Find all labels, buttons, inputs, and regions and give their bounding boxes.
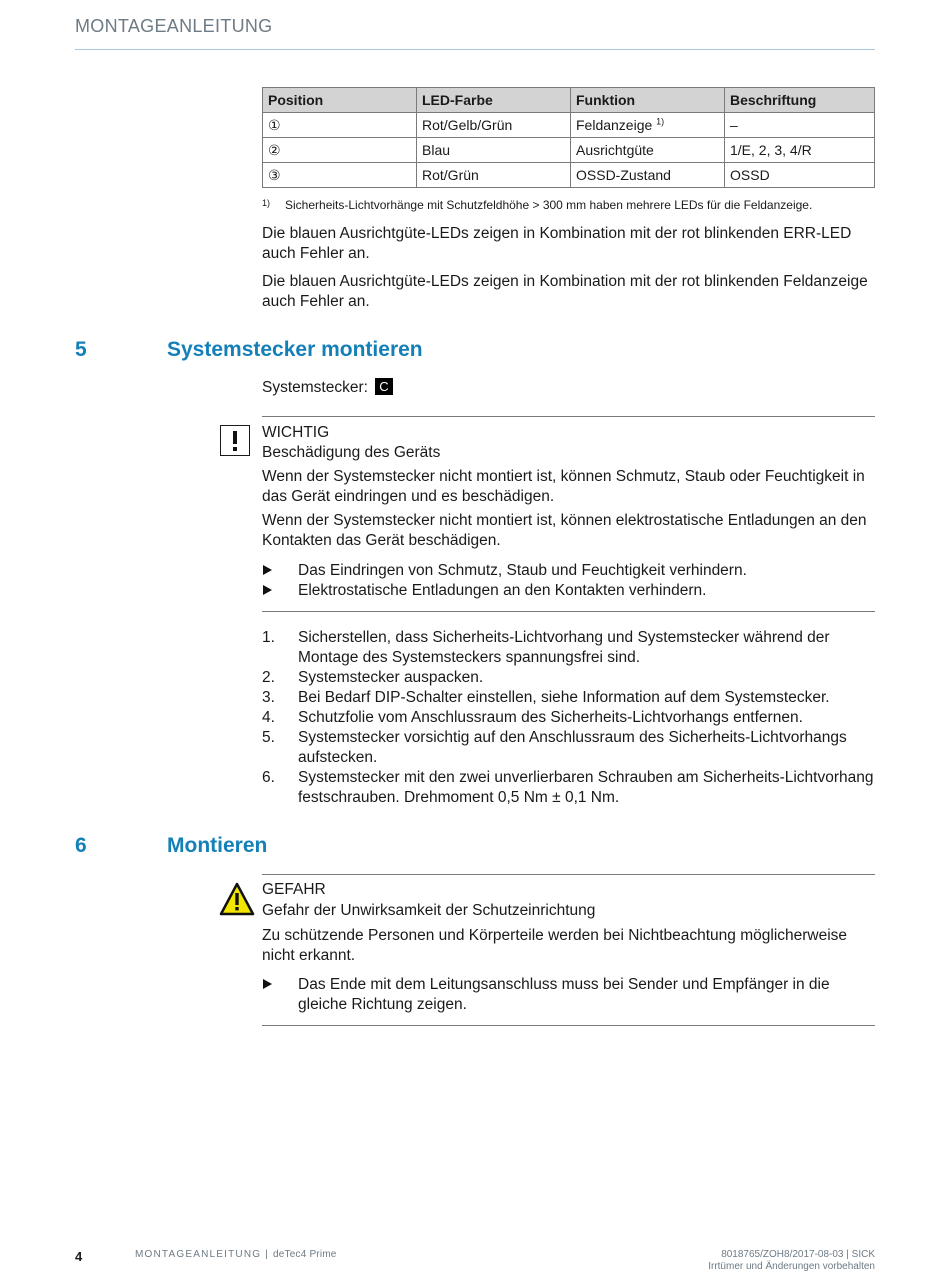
step-text: Schutzfolie vom Anschlussraum des Sicherheits-Lichtvorhangs entfernen. (298, 709, 803, 726)
step-number: 1. (262, 629, 275, 646)
notice-paragraph: Wenn der Systemstecker nicht montiert ist, können Schmutz, Staub oder Feuchtigkeit in das Gerät eindringen und es beschädigen. (262, 468, 865, 505)
bullet-item (262, 975, 875, 1015)
warning-bottom-rule (262, 1025, 875, 1026)
running-header-title: MONTAGEANLEITUNG (75, 16, 273, 36)
paragraph: Die blauen Ausrichtgüte-LEDs zeigen in Kombination mit der rot blinkenden Feldanzeige auch Fehler an. (262, 273, 868, 310)
footer-document-title (135, 1249, 337, 1260)
step-text: Bei Bedarf DIP-Schalter einstellen, siehe Information auf dem Systemstecker. (298, 689, 830, 706)
warning-paragraph: Zu schützende Personen und Körperteile werden bei Nichtbeachtung möglicherweise nicht erkannt. (262, 927, 848, 964)
list-item (262, 728, 875, 768)
table-row (263, 163, 875, 188)
notice-bottom-rule (262, 611, 875, 612)
cell-function (571, 113, 725, 138)
paragraph: Die blauen Ausrichtgüte-LEDs zeigen in Kombination mit der rot blinkenden ERR-LED auch Fehler an. (262, 225, 852, 262)
cell-led-color: Blau (417, 138, 571, 163)
cell-label: 1/E, 2, 3, 4/R (725, 138, 875, 163)
bullet-triangle-icon (263, 565, 272, 575)
cell-function: OSSD-Zustand (571, 163, 725, 188)
step-number: 2. (262, 669, 275, 686)
page-number: 4 (75, 1249, 83, 1264)
column-header: Position (263, 88, 417, 113)
cell-led-color: Rot/Grün (417, 163, 571, 188)
footer-product: deTec4 Prime (273, 1249, 337, 1260)
warning-subheading: Gefahr der Unwirksamkeit der Schutzeinrichtung (262, 902, 596, 919)
list-item (262, 668, 875, 688)
function-text: Feldanzeige (576, 117, 653, 133)
cell-position: ① (263, 113, 417, 138)
table-header-row (263, 88, 875, 113)
header-divider (75, 49, 875, 50)
column-header: Beschriftung (725, 88, 875, 113)
step-text: Sicherstellen, dass Sicherheits-Lichtvorhang und Systemstecker während der Montage des Systemsteckers spannungsfrei sind. (298, 629, 830, 666)
connector-line (262, 378, 875, 398)
cell-led-color: Rot/Gelb/Grün (417, 113, 571, 138)
list-item (262, 688, 875, 708)
step-number: 4. (262, 709, 275, 726)
table-row (263, 113, 875, 138)
column-header: LED-Farbe (417, 88, 571, 113)
step-number: 5. (262, 729, 275, 746)
cell-position: ③ (263, 163, 417, 188)
section-title: Montieren (167, 834, 268, 857)
exclamation-icon (220, 425, 250, 456)
footnote-mark: 1) (262, 198, 271, 208)
bullet-item (262, 581, 875, 601)
section-number: 6 (75, 834, 87, 857)
bullet-text: Das Eindringen von Schmutz, Staub und Feuchtigkeit verhindern. (298, 562, 747, 579)
bullet-text: Das Ende mit dem Leitungsanschluss muss bei Sender und Empfänger in die gleiche Richtung zeigen. (298, 976, 830, 1013)
cell-label: – (725, 113, 875, 138)
connector-label: Systemstecker: (262, 379, 368, 396)
bullet-item (262, 561, 875, 581)
table-footnote (262, 198, 812, 212)
instruction-steps (262, 628, 875, 808)
connector-badge: C (375, 378, 392, 395)
column-header: Funktion (571, 88, 725, 113)
step-number: 6. (262, 769, 275, 786)
footer-document-info (708, 1249, 875, 1273)
list-item (262, 768, 875, 808)
step-text: Systemstecker mit den zwei unverlierbaren Schrauben am Sicherheits-Lichtvorhang festschrauben. Drehmoment 0,5 Nm ± 0,1 Nm. (298, 769, 874, 806)
section-title: Systemstecker montieren (167, 338, 423, 361)
notice-paragraph: Wenn der Systemstecker nicht montiert ist, können elektrostatische Entladungen an den Kontakten das Gerät beschädigen. (262, 512, 867, 549)
notice-subheading: Beschädigung des Geräts (262, 444, 441, 461)
section-number: 5 (75, 338, 87, 361)
footer-doc-id: 8018765/ZOH8/2017-08-03 | SICK (721, 1249, 875, 1260)
notice-top-rule (262, 416, 875, 417)
notice-heading: WICHTIG (262, 424, 330, 441)
list-item (262, 628, 875, 668)
table-row (263, 138, 875, 163)
footnote-text: Sicherheits-Lichtvorhänge mit Schutzfeldhöhe > 300 mm haben mehrere LEDs für die Feldanzeige. (285, 198, 813, 212)
cell-position: ② (263, 138, 417, 163)
list-item (262, 708, 875, 728)
warning-top-rule (262, 874, 875, 875)
cell-label: OSSD (725, 163, 875, 188)
footnote-reference: 1) (656, 116, 665, 127)
bullet-triangle-icon (263, 585, 272, 595)
cell-function: Ausrichtgüte (571, 138, 725, 163)
step-text: Systemstecker vorsichtig auf den Anschlussraum des Sicherheits-Lichtvorhangs aufstecken. (298, 729, 847, 766)
warning-triangle-icon (219, 882, 255, 921)
step-text: Systemstecker auspacken. (298, 669, 484, 686)
bullet-triangle-icon (263, 979, 272, 989)
warning-heading: GEFAHR (262, 881, 326, 898)
footer-disclaimer: Irrtümer und Änderungen vorbehalten (708, 1261, 875, 1272)
step-number: 3. (262, 689, 275, 706)
led-table (262, 87, 875, 188)
footer-doc-type: MONTAGEANLEITUNG | (135, 1249, 274, 1260)
bullet-text: Elektrostatische Entladungen an den Kontakten verhindern. (298, 582, 707, 599)
